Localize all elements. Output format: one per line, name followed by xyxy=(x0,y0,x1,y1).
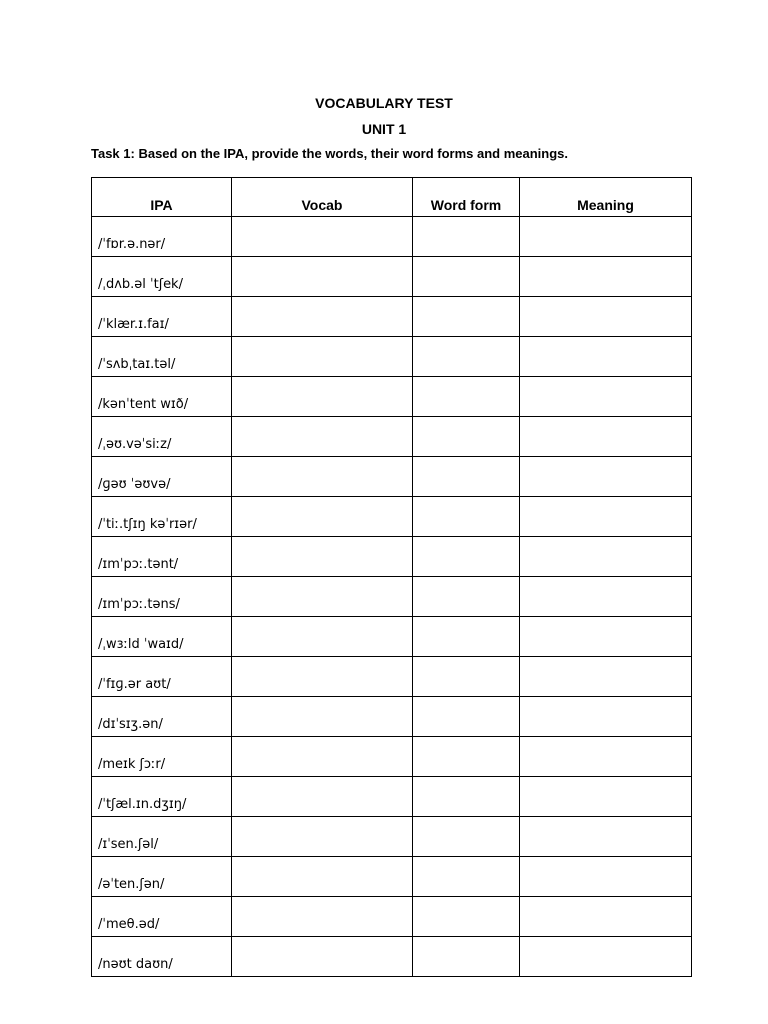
meaning-cell[interactable] xyxy=(520,457,692,497)
table-header-row xyxy=(92,178,692,217)
table-row xyxy=(92,497,692,537)
meaning-cell[interactable] xyxy=(520,937,692,977)
table-row xyxy=(92,657,692,697)
vocab-cell[interactable] xyxy=(232,777,413,817)
document-title: VOCABULARY TEST xyxy=(315,95,453,111)
table-row xyxy=(92,377,692,417)
ipa-cell: /ˌwɜːld ˈwaɪd/ xyxy=(92,617,232,657)
meaning-cell[interactable] xyxy=(520,417,692,457)
table-row xyxy=(92,737,692,777)
meaning-cell[interactable] xyxy=(520,537,692,577)
vocab-cell[interactable] xyxy=(232,897,413,937)
table-row xyxy=(92,897,692,937)
word-form-cell[interactable] xyxy=(413,937,520,977)
ipa-cell: /kənˈtent wɪð/ xyxy=(92,377,232,417)
header-meaning: Meaning xyxy=(520,178,692,217)
word-form-cell[interactable] xyxy=(413,657,520,697)
ipa-cell: /ˈsʌbˌtaɪ.təl/ xyxy=(92,337,232,377)
meaning-cell[interactable] xyxy=(520,217,692,257)
ipa-cell: /meɪk ʃɔːr/ xyxy=(92,737,232,777)
header-ipa: IPA xyxy=(92,178,232,217)
word-form-cell[interactable] xyxy=(413,457,520,497)
meaning-cell[interactable] xyxy=(520,817,692,857)
ipa-cell: /ˌəʊ.vəˈsiːz/ xyxy=(92,417,232,457)
table-row xyxy=(92,577,692,617)
meaning-cell[interactable] xyxy=(520,377,692,417)
vocabulary-table xyxy=(91,177,692,977)
word-form-cell[interactable] xyxy=(413,297,520,337)
vocab-cell[interactable] xyxy=(232,337,413,377)
ipa-cell: /ˈklær.ɪ.faɪ/ xyxy=(92,297,232,337)
ipa-cell: /əˈten.ʃən/ xyxy=(92,857,232,897)
ipa-cell: /ˌdʌb.əl ˈtʃek/ xyxy=(92,257,232,297)
table-row xyxy=(92,257,692,297)
ipa-cell: /ˈtʃæl.ɪn.dʒɪŋ/ xyxy=(92,777,232,817)
word-form-cell[interactable] xyxy=(413,497,520,537)
meaning-cell[interactable] xyxy=(520,497,692,537)
vocab-cell[interactable] xyxy=(232,697,413,737)
meaning-cell[interactable] xyxy=(520,577,692,617)
word-form-cell[interactable] xyxy=(413,697,520,737)
meaning-cell[interactable] xyxy=(520,897,692,937)
vocab-cell[interactable] xyxy=(232,617,413,657)
vocab-cell[interactable] xyxy=(232,497,413,537)
word-form-cell[interactable] xyxy=(413,777,520,817)
meaning-cell[interactable] xyxy=(520,777,692,817)
ipa-cell: /ɪmˈpɔː.tənt/ xyxy=(92,537,232,577)
ipa-cell: /dɪˈsɪʒ.ən/ xyxy=(92,697,232,737)
word-form-cell[interactable] xyxy=(413,377,520,417)
meaning-cell[interactable] xyxy=(520,257,692,297)
header-word-form: Word form xyxy=(413,178,520,217)
vocab-cell[interactable] xyxy=(232,537,413,577)
table-row xyxy=(92,937,692,977)
ipa-cell: /nəʊt daʊn/ xyxy=(92,937,232,977)
unit-title: UNIT 1 xyxy=(361,121,407,137)
word-form-cell[interactable] xyxy=(413,257,520,297)
ipa-cell: /ɪˈsen.ʃəl/ xyxy=(92,817,232,857)
vocab-cell[interactable] xyxy=(232,297,413,337)
vocab-cell[interactable] xyxy=(232,217,413,257)
task-instruction: Task 1: Based on the IPA, provide the words, their word forms and meanings. xyxy=(91,146,568,161)
word-form-cell[interactable] xyxy=(413,817,520,857)
table-row xyxy=(92,697,692,737)
word-form-cell[interactable] xyxy=(413,417,520,457)
meaning-cell[interactable] xyxy=(520,697,692,737)
ipa-cell: /ˈfɒr.ə.nər/ xyxy=(92,217,232,257)
vocab-cell[interactable] xyxy=(232,577,413,617)
table-row xyxy=(92,537,692,577)
vocab-cell[interactable] xyxy=(232,937,413,977)
meaning-cell[interactable] xyxy=(520,337,692,377)
ipa-cell: /ˈtiː.tʃɪŋ kəˈrɪər/ xyxy=(92,497,232,537)
vocab-cell[interactable] xyxy=(232,417,413,457)
ipa-cell: /ˈmeθ.əd/ xyxy=(92,897,232,937)
word-form-cell[interactable] xyxy=(413,617,520,657)
vocab-cell[interactable] xyxy=(232,377,413,417)
table-row xyxy=(92,417,692,457)
table-row xyxy=(92,617,692,657)
meaning-cell[interactable] xyxy=(520,857,692,897)
word-form-cell[interactable] xyxy=(413,577,520,617)
table-row xyxy=(92,857,692,897)
meaning-cell[interactable] xyxy=(520,657,692,697)
word-form-cell[interactable] xyxy=(413,737,520,777)
vocab-cell[interactable] xyxy=(232,737,413,777)
table-row xyxy=(92,217,692,257)
word-form-cell[interactable] xyxy=(413,537,520,577)
table-row xyxy=(92,777,692,817)
ipa-cell: /ɡəʊ ˈəʊvə/ xyxy=(92,457,232,497)
vocab-cell[interactable] xyxy=(232,857,413,897)
vocab-cell[interactable] xyxy=(232,457,413,497)
word-form-cell[interactable] xyxy=(413,217,520,257)
table-row xyxy=(92,297,692,337)
word-form-cell[interactable] xyxy=(413,857,520,897)
ipa-cell: /ɪmˈpɔː.təns/ xyxy=(92,577,232,617)
table-row xyxy=(92,337,692,377)
word-form-cell[interactable] xyxy=(413,897,520,937)
meaning-cell[interactable] xyxy=(520,297,692,337)
vocab-cell[interactable] xyxy=(232,257,413,297)
word-form-cell[interactable] xyxy=(413,337,520,377)
meaning-cell[interactable] xyxy=(520,737,692,777)
table-row xyxy=(92,817,692,857)
meaning-cell[interactable] xyxy=(520,617,692,657)
table-row xyxy=(92,457,692,497)
header-vocab: Vocab xyxy=(232,178,413,217)
ipa-cell: /ˈfɪɡ.ər aʊt/ xyxy=(92,657,232,697)
vocab-cell[interactable] xyxy=(232,817,413,857)
vocab-cell[interactable] xyxy=(232,657,413,697)
